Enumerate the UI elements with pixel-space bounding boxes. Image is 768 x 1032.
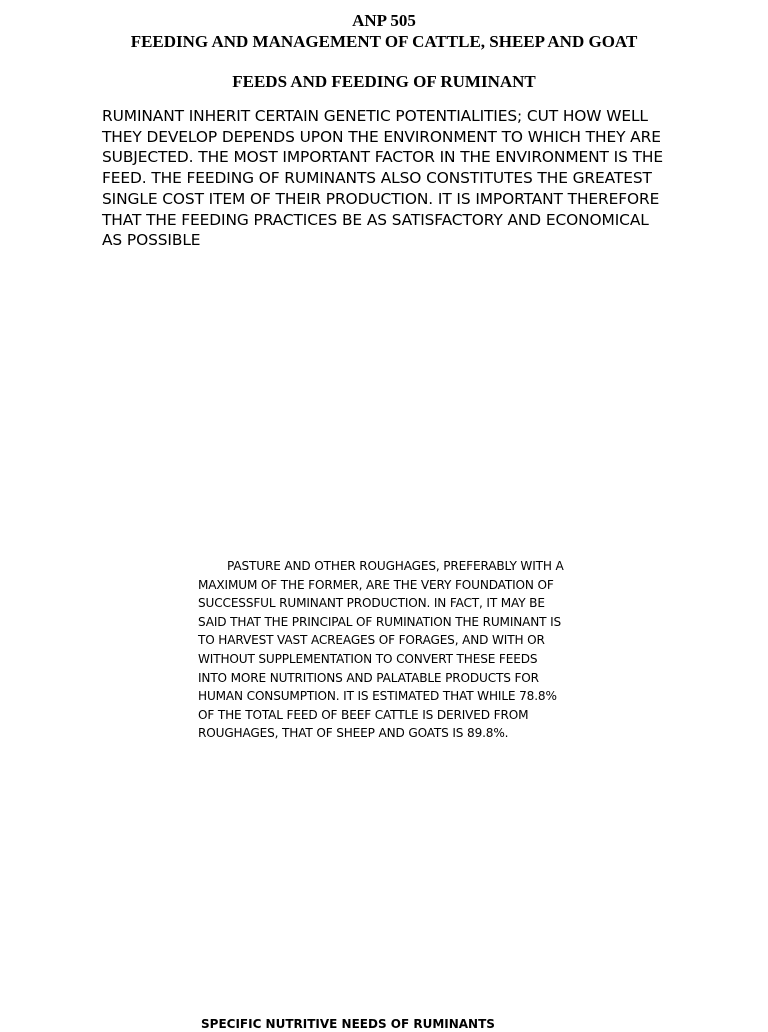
pasture-paragraph: PASTURE AND OTHER ROUGHAGES, PREFERABLY WITH A MAXIMUM OF THE FORMER, ARE THE VERY FOUNDATION OF SUCCESSFUL RUMINANT PRODUCTION. IN FACT, IT MAY BE SAID THAT THE PRINCIPAL OF RUMINATION THE RUMINANT IS TO HARVEST VAST ACREAGES OF FORAGES, AND WITH OR WITHOUT SUPPLEMENTATION TO CONVERT THESE FEEDS INTO MORE NUTRITIONS AND PALATABLE PRODUCTS FOR HUMAN CONSUMPTION. IT IS ESTIMATED THAT WHILE 78.8% OF THE TOTAL FEED OF BEEF CATTLE IS DERIVED FROM ROUGHAGES, THAT OF SHEEP AND GOATS IS 89.8%. — [198, 559, 564, 741]
intro-paragraph: RUMINANT INHERIT CERTAIN GENETIC POTENTIALITIES; CUT HOW WELL THEY DEVELOP DEPENDS UPON THE ENVIRONMENT TO WHICH THEY ARE SUBJECTED. THE MOST IMPORTANT FACTOR IN THE ENVIRONMENT IS THE FEED. THE FEEDING OF RUMINANTS ALSO CONSTITUTES THE GREATEST SINGLE COST ITEM OF THEIR PRODUCTION. IT IS IMPORTANT THEREFORE THAT THE FEEDING PRACTICES BE AS SATISFACTORY AND ECONOMICAL AS POSSIBLE — [102, 107, 663, 250]
nutritive-needs-subheading: SPECIFIC NUTRITIVE NEEDS OF RUMINANTS — [201, 1017, 495, 1031]
course-title: FEEDING AND MANAGEMENT OF CATTLE, SHEEP AND GOAT — [130, 32, 638, 51]
course-code: ANP 505 — [352, 11, 416, 30]
section-heading: FEEDS AND FEEDING OF RUMINANT — [232, 72, 536, 91]
